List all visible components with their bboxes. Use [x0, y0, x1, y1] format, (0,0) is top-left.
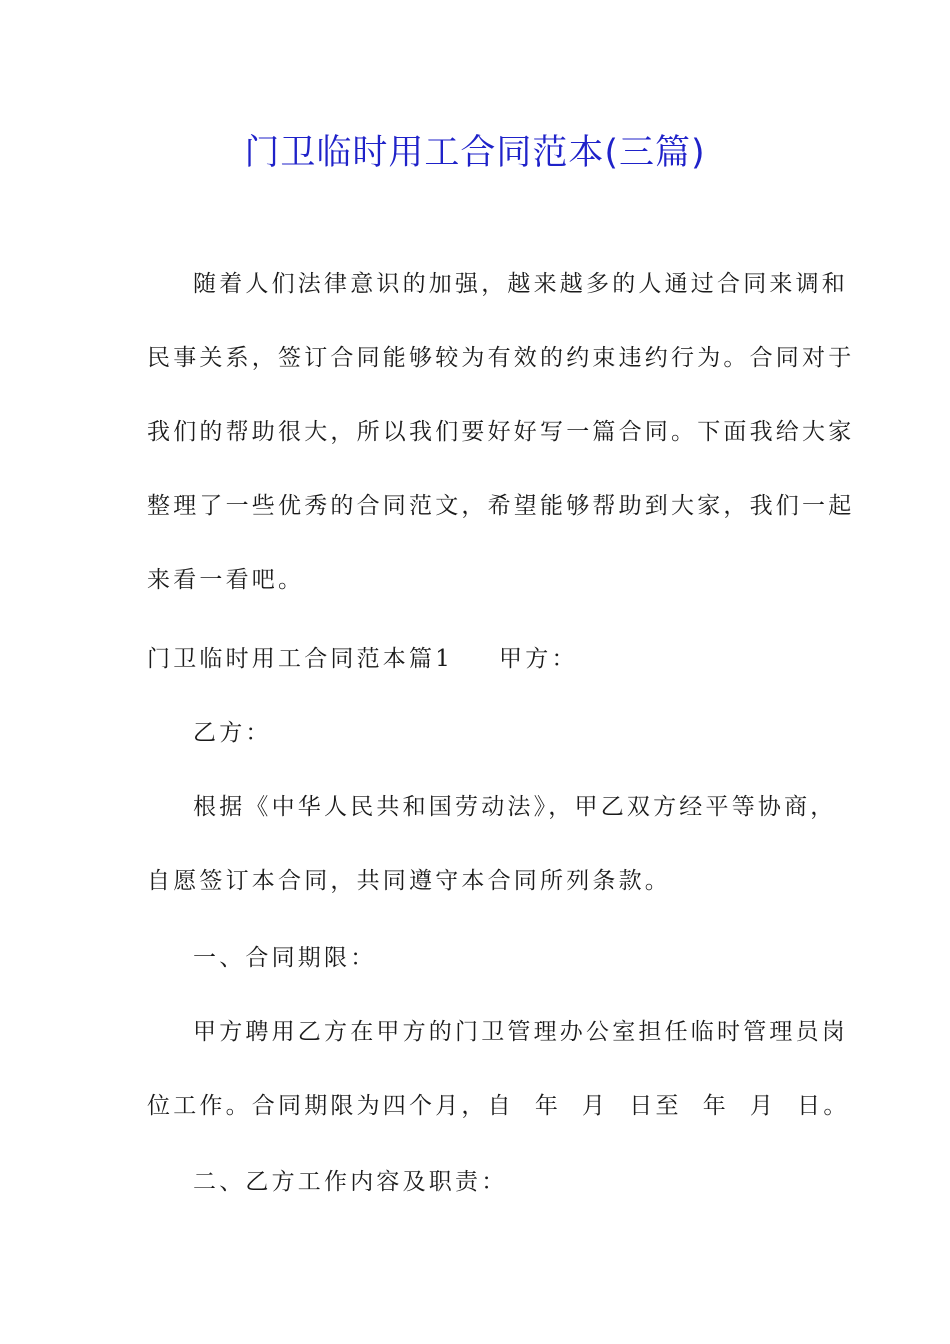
intro-line: 民事关系，签订合同能够较为有效的约束违约行为。合同对于 — [147, 345, 855, 371]
clause1-line: 甲方聘用乙方在甲方的门卫管理办公室担任临时管理员岗 — [193, 1019, 848, 1045]
basis-paragraph — [147, 770, 837, 918]
party-b-paragraph — [147, 696, 807, 770]
basis-line: 根据《中华人民共和国劳动法》，甲乙双方经平等协商， — [193, 794, 837, 820]
section-heading: 门卫临时用工合同范本篇1 — [147, 646, 454, 672]
party-a-label: 甲方： — [499, 646, 578, 672]
clause1-heading: 一、合同期限： — [193, 945, 377, 971]
clause2-heading: 二、乙方工作内容及职责： — [193, 1169, 508, 1195]
clause1-heading-paragraph — [147, 921, 807, 995]
intro-line: 来看一看吧。 — [147, 567, 305, 593]
section-heading-row — [147, 622, 807, 696]
party-b-label: 乙方： — [193, 720, 272, 746]
intro-line: 随着人们法律意识的加强，越来越多的人通过合同来调和 — [193, 271, 848, 297]
document-title: 门卫临时用工合同范本(三篇) — [244, 133, 706, 173]
intro-line: 我们的帮助很大，所以我们要好好写一篇合同。下面我给大家 — [147, 419, 855, 445]
intro-line: 整理了一些优秀的合同范文，希望能够帮助到大家，我们一起 — [147, 493, 855, 519]
clause1-line: 位工作。合同期限为四个月，自 年 月 日至 年 月 日。 — [147, 1093, 850, 1119]
basis-line: 自愿签订本合同，共同遵守本合同所列条款。 — [147, 868, 671, 894]
intro-paragraph — [147, 247, 855, 617]
clause1-paragraph — [147, 995, 850, 1143]
clause2-heading-paragraph — [147, 1145, 807, 1219]
